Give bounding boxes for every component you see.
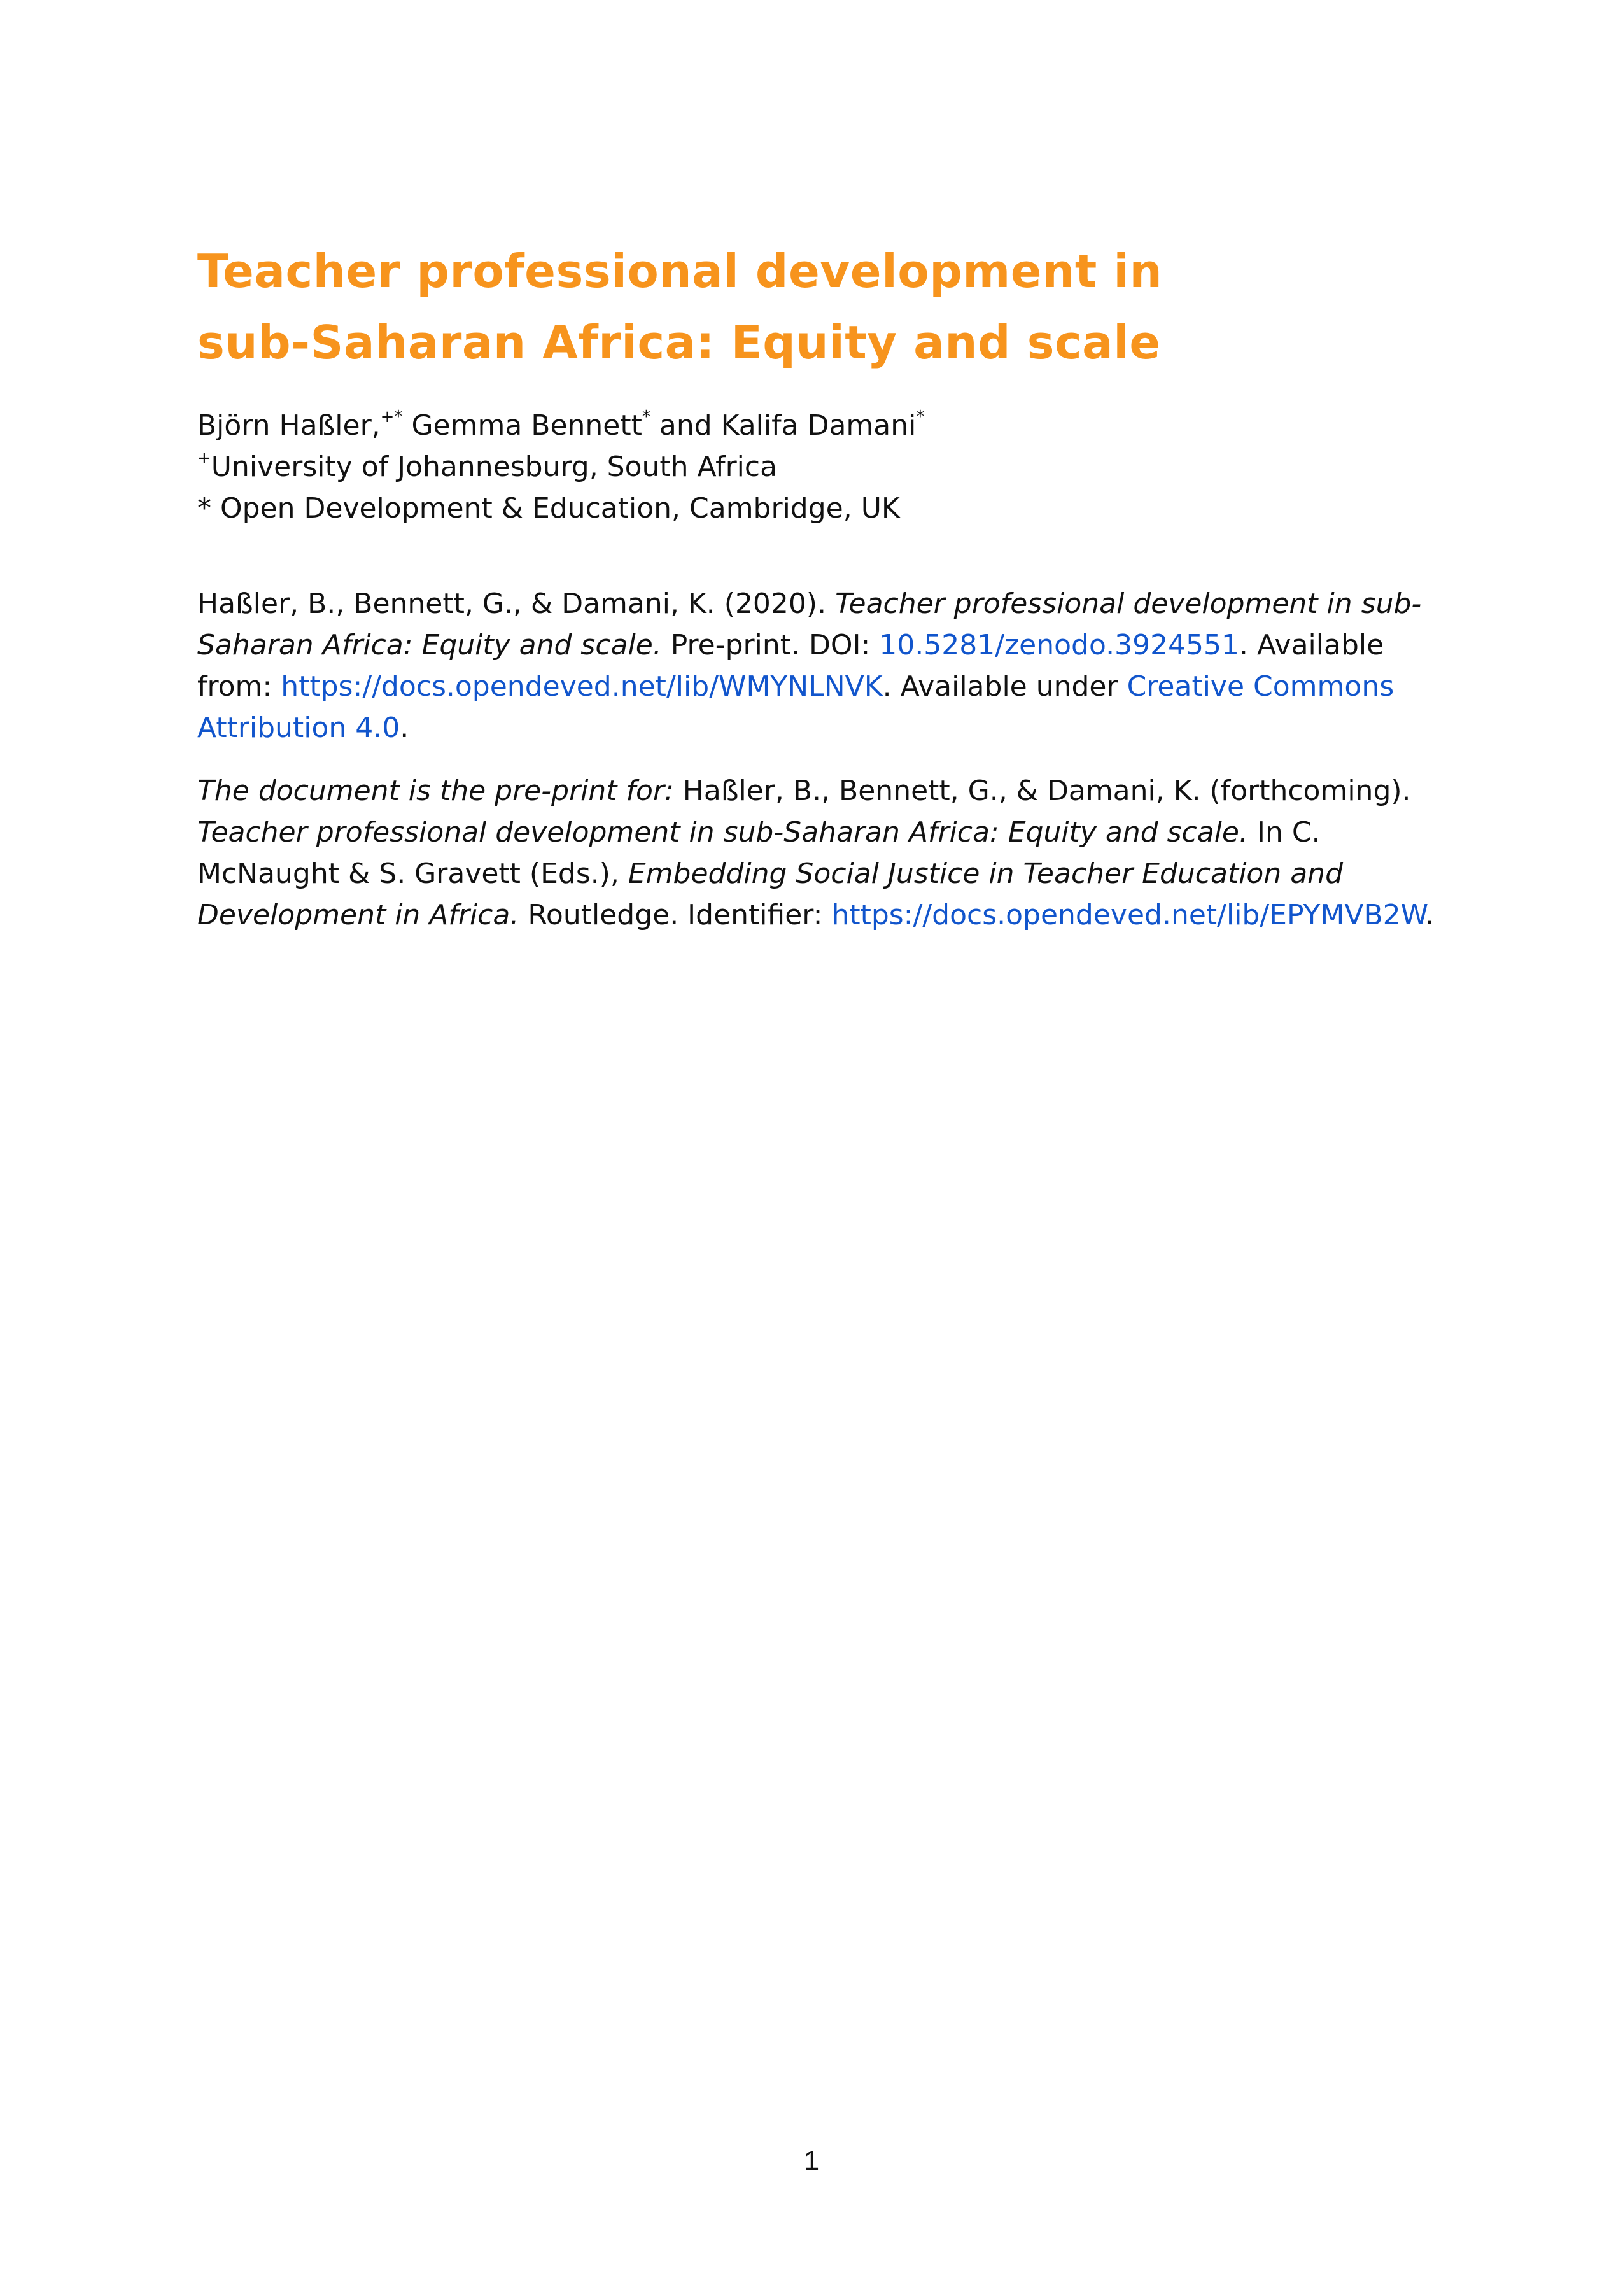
author-line bbox=[197, 405, 1438, 446]
library-link-epymvb2w[interactable]: https://docs.opendeved.net/lib/EPYMVB2W bbox=[831, 899, 1426, 931]
citation-end: . bbox=[400, 712, 409, 744]
author-affiliation-mark: * bbox=[916, 407, 925, 427]
author-name-hassler: Björn Haßler, bbox=[197, 409, 381, 442]
citation-title: Teacher professional development in sub-Saharan Africa: Equity and scale. bbox=[197, 588, 1422, 661]
note-book-title: Embedding Social Justice in Teacher Education and Development in Africa. bbox=[197, 857, 1343, 931]
page-number: 1 bbox=[803, 2145, 820, 2176]
note-lead: The document is the pre-print for: bbox=[197, 775, 674, 807]
library-link-wmynlnvk[interactable]: https://docs.opendeved.net/lib/WMYNLNVK bbox=[281, 670, 883, 703]
note-chapter-title: Teacher professional development in sub-Saharan Africa: Equity and scale. bbox=[197, 816, 1248, 849]
citation-authors: Haßler, B., Bennett, G., & Damani, K. (2020). bbox=[197, 588, 836, 620]
note-publisher: Routledge. Identifier: bbox=[519, 899, 832, 931]
affiliation-mark-plus: + bbox=[197, 449, 211, 468]
author-block bbox=[197, 405, 1438, 529]
citation-available-under: . Available under bbox=[882, 670, 1127, 703]
author-name-bennett: Gemma Bennett bbox=[402, 409, 642, 442]
note-authors: Haßler, B., Bennett, G., & Damani, K. (forthcoming). bbox=[673, 775, 1411, 807]
note-end: . bbox=[1425, 899, 1435, 931]
title-line-1: Teacher professional development in bbox=[197, 244, 1163, 298]
document-title bbox=[197, 236, 1438, 378]
citation-preprint: Pre-print. DOI: bbox=[661, 629, 880, 661]
author-affiliation-mark: +* bbox=[380, 407, 403, 427]
title-line-2: sub-Saharan Africa: Equity and scale bbox=[197, 316, 1161, 369]
citation-available-from: . Available from: bbox=[197, 629, 1384, 703]
affiliation-opendeved: * Open Development & Education, Cambridge, UK bbox=[197, 492, 900, 525]
note-editors: In C. McNaught & S. Gravett (Eds.), bbox=[197, 816, 1321, 890]
affiliation-johannesburg bbox=[197, 446, 1438, 488]
citation-paragraph bbox=[197, 583, 1438, 749]
author-name-damani: and Kalifa Damani bbox=[650, 409, 917, 442]
doi-link[interactable]: 10.5281/zenodo.3924551 bbox=[879, 629, 1240, 661]
preprint-note-paragraph bbox=[197, 770, 1438, 936]
page-content bbox=[197, 236, 1438, 936]
license-link[interactable]: Creative Commons Attribution 4.0 bbox=[197, 670, 1395, 744]
affiliation-text: University of Johannesburg, South Africa bbox=[211, 451, 778, 483]
author-affiliation-mark: * bbox=[642, 407, 650, 427]
